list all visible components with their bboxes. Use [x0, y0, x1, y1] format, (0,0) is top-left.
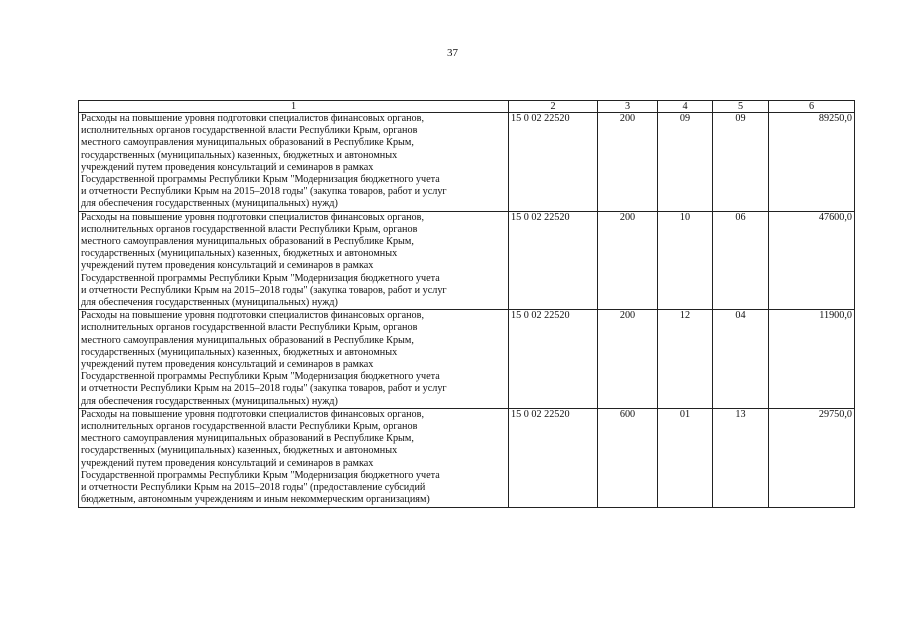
description-line: Расходы на повышение уровня подготовки специалистов финансовых органов, [81, 113, 424, 124]
description-line: исполнительных органов государственной власти Республики Крым, органов [81, 322, 418, 334]
description-line: учреждений путем проведения консультаций и семинаров в рамках [81, 359, 374, 371]
table-row [79, 113, 855, 212]
subsection-code: 04 [713, 310, 769, 409]
description-line: исполнительных органов государственной власти Республики Крым, органов [81, 421, 418, 433]
table-row [79, 408, 855, 507]
description-line: государственных (муниципальных) казенных, бюджетных и автономных [81, 248, 398, 260]
expense-type-code: 200 [598, 310, 658, 409]
description-line: учреждений путем проведения консультаций и семинаров в рамках [81, 457, 374, 469]
column-header: 1 [79, 101, 509, 113]
description-line: исполнительных органов государственной власти Республики Крым, органов [81, 125, 418, 137]
description-line: местного самоуправления муниципальных образований в Республике Крым, [81, 236, 414, 248]
column-header: 3 [598, 101, 658, 113]
description-line: Расходы на повышение уровня подготовки специалистов финансовых органов, [81, 310, 424, 322]
description-line: и отчетности Республики Крым на 2015–2018 годы" (предоставление субсидий [81, 482, 426, 494]
description-line: Расходы на повышение уровня подготовки специалистов финансовых органов, [81, 211, 424, 223]
amount: 11900,0 [769, 310, 855, 409]
description-line: Государственной программы Республики Крым "Модернизация бюджетного учета [81, 469, 440, 481]
description-line: и отчетности Республики Крым на 2015–2018 годы" (закупка товаров, работ и услуг [81, 284, 447, 296]
table-row [79, 310, 855, 409]
description-line: Расходы на повышение уровня подготовки специалистов финансовых органов, [81, 408, 424, 420]
page-number: 37 [447, 47, 458, 59]
description-line: для обеспечения государственных (муниципальных) нужд) [81, 297, 338, 309]
description-cell [79, 211, 509, 310]
description-cell [79, 113, 509, 212]
section-code: 12 [658, 310, 713, 409]
column-header: 4 [658, 101, 713, 113]
table-row [79, 211, 855, 310]
table-header-row [79, 101, 855, 113]
section-code: 10 [658, 211, 713, 310]
description-line: и отчетности Республики Крым на 2015–2018 годы" (закупка товаров, работ и услуг [81, 186, 447, 198]
description-line: для обеспечения государственных (муниципальных) нужд) [81, 395, 338, 407]
description-line: местного самоуправления муниципальных образований в Республике Крым, [81, 433, 414, 445]
subsection-code: 09 [713, 113, 769, 212]
description-line: государственных (муниципальных) казенных, бюджетных и автономных [81, 149, 398, 161]
subsection-code: 06 [713, 211, 769, 310]
description-line: для обеспечения государственных (муниципальных) нужд) [81, 198, 338, 210]
description-line: государственных (муниципальных) казенных, бюджетных и автономных [81, 346, 398, 358]
description-cell [79, 310, 509, 409]
description-line: Государственной программы Республики Крым "Модернизация бюджетного учета [81, 371, 440, 383]
description-line: Государственной программы Республики Крым "Модернизация бюджетного учета [81, 174, 440, 186]
description-line: местного самоуправления муниципальных образований в Республике Крым, [81, 137, 414, 149]
column-header: 2 [509, 101, 598, 113]
expense-type-code: 200 [598, 211, 658, 310]
description-line: государственных (муниципальных) казенных, бюджетных и автономных [81, 445, 398, 457]
section-code: 01 [658, 408, 713, 507]
target-article-code: 15 0 02 22520 [509, 113, 598, 212]
budget-table [78, 100, 855, 508]
description-line: и отчетности Республики Крым на 2015–2018 годы" (закупка товаров, работ и услуг [81, 383, 447, 395]
target-article-code: 15 0 02 22520 [509, 310, 598, 409]
subsection-code: 13 [713, 408, 769, 507]
amount: 47600,0 [769, 211, 855, 310]
target-article-code: 15 0 02 22520 [509, 211, 598, 310]
description-line: Государственной программы Республики Крым "Модернизация бюджетного учета [81, 272, 440, 284]
amount: 89250,0 [769, 113, 855, 212]
description-line: учреждений путем проведения консультаций и семинаров в рамках [81, 161, 374, 173]
description-line: местного самоуправления муниципальных образований в Республике Крым, [81, 334, 414, 346]
column-header: 6 [769, 101, 855, 113]
amount: 29750,0 [769, 408, 855, 507]
description-cell [79, 408, 509, 507]
description-line: исполнительных органов государственной власти Республики Крым, органов [81, 223, 418, 235]
description-line: учреждений путем проведения консультаций и семинаров в рамках [81, 260, 374, 272]
column-header: 5 [713, 101, 769, 113]
target-article-code: 15 0 02 22520 [509, 408, 598, 507]
section-code: 09 [658, 113, 713, 212]
expense-type-code: 200 [598, 113, 658, 212]
description-line: бюджетным, автономным учреждениям и иным некоммерческим организациям) [81, 494, 430, 506]
expense-type-code: 600 [598, 408, 658, 507]
